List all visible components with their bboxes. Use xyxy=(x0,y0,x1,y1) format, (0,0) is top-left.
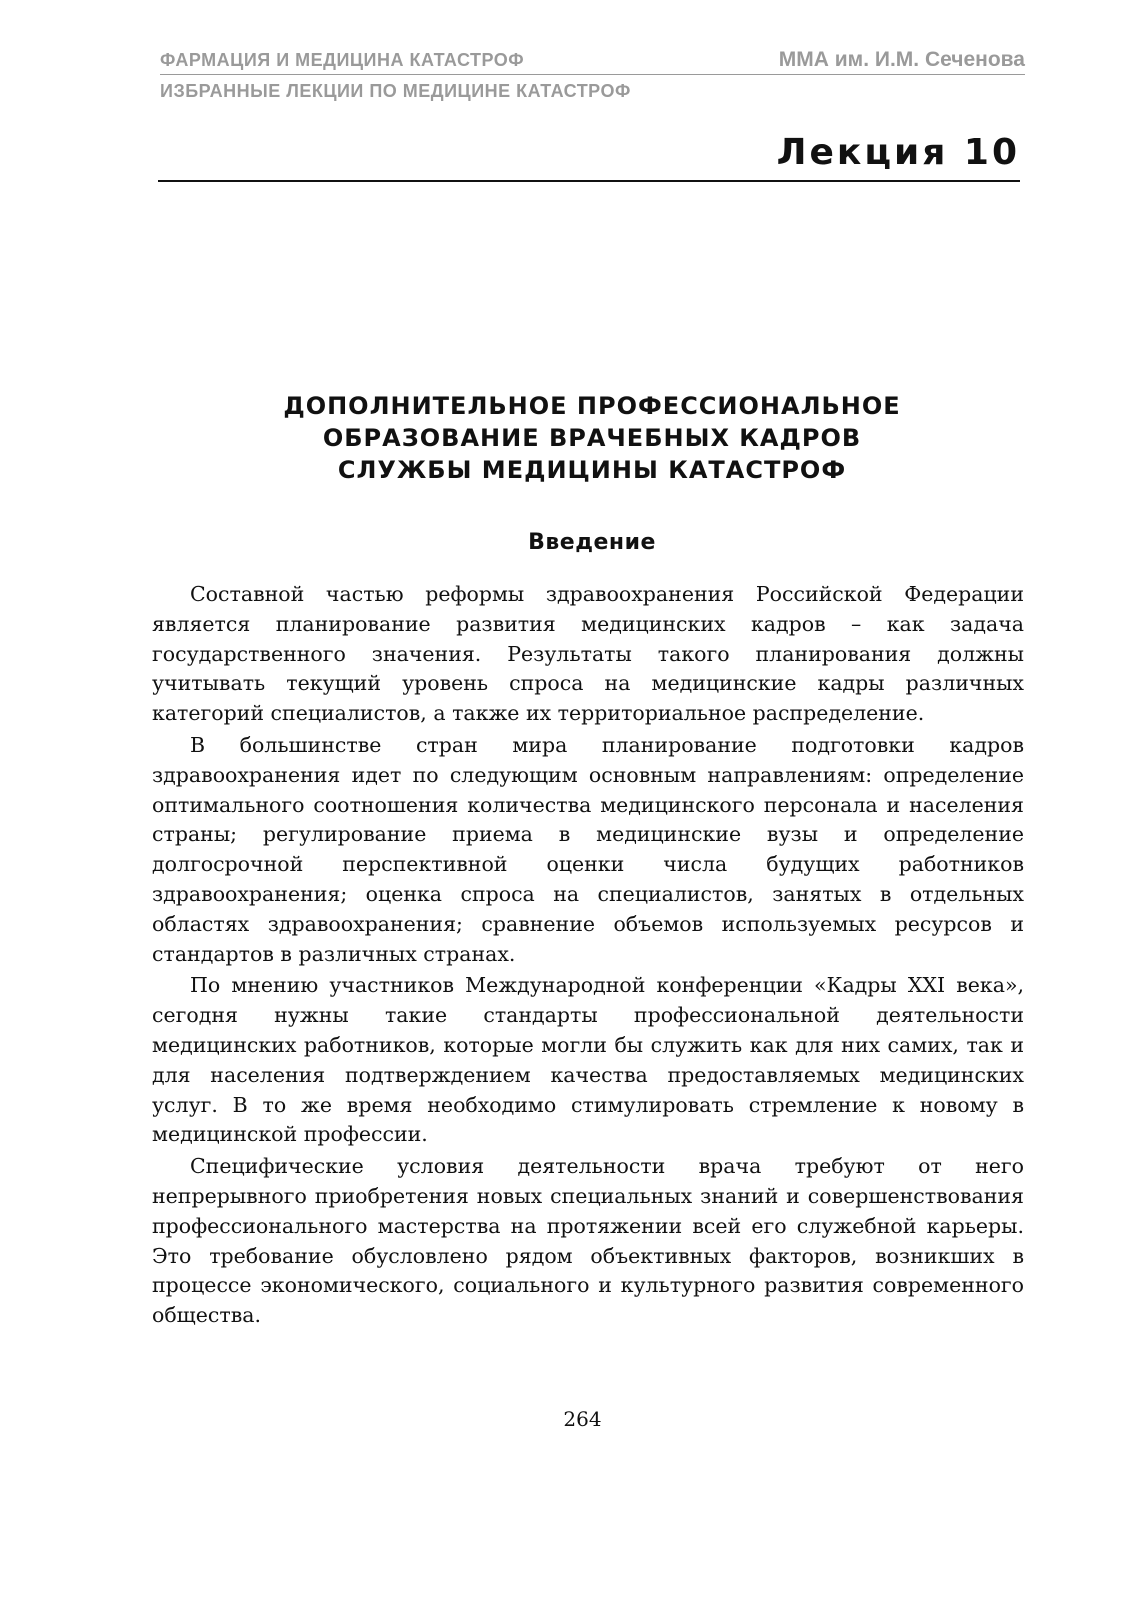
page-number: 264 xyxy=(563,1407,602,1431)
lecture-title-line: ОБРАЗОВАНИЕ ВРАЧЕБНЫХ КАДРОВ xyxy=(322,424,862,452)
lecture-title-line: ДОПОЛНИТЕЛЬНОЕ ПРОФЕССИОНАЛЬНОЕ xyxy=(283,392,901,420)
publisher-name: ММА им. И.М. Сеченова xyxy=(778,48,1025,71)
paragraph: По мнению участников Международной конференции «Кадры XXI века», сегодня нужны такие стандарты профессиональной деятельности медицинских работников, которые могли бы служить как для них самих, так и для населения подтверждением качества предоставляемых медицинских услуг. В то же время необходимо стимулировать стремление к новому в медицинской профессии. xyxy=(152,973,1024,1147)
lecture-title-line: СЛУЖБЫ МЕДИЦИНЫ КАТАСТРОФ xyxy=(337,456,847,484)
paragraph: Специфические условия деятельности врача требуют от него непрерывного приобретения новых специальных знаний и совершенствования профессионального мастерства на протяжении всей его служебной карьеры. Это требование обусловлено рядом объективных факторов, возникших в процессе экономического, социального и культурного развития современного общества. xyxy=(152,1154,1024,1328)
section-heading-introduction: Введение xyxy=(528,530,656,555)
book-series-title: ФАРМАЦИЯ И МЕДИЦИНА КАТАСТРОФ xyxy=(160,50,525,70)
paragraph: В большинстве стран мира планирование подготовки кадров здравоохранения идет по следующим основным направлениям: определение оптимального соотношения количества медицинского персонала и населения страны; регулирование приема в медицинские вузы и определение долгосрочной перспективной оценки числа будущих работников здравоохранения; оценка спроса на специалистов, занятых в отдельных областях здравоохранения; сравнение объемов используемых ресурсов и стандартов в различных странах. xyxy=(152,732,1024,966)
body-text xyxy=(152,580,1024,1331)
running-header xyxy=(160,48,1025,102)
running-header-row xyxy=(160,48,1025,75)
lecture-title xyxy=(160,390,1024,486)
book-subtitle: ИЗБРАННЫЕ ЛЕКЦИИ ПО МЕДИЦИНЕ КАТАСТРОФ xyxy=(160,81,631,101)
paragraph: Составной частью реформы здравоохранения Российской Федерации является планирование развития медицинских кадров – как задача государственного значения. Результаты такого планирования должны учитывать текущий уровень спроса на медицинские кадры различных категорий специалистов, а также их территориальное распределение. xyxy=(152,582,1024,726)
lecture-number-heading: Лекция 10 xyxy=(158,130,1020,182)
